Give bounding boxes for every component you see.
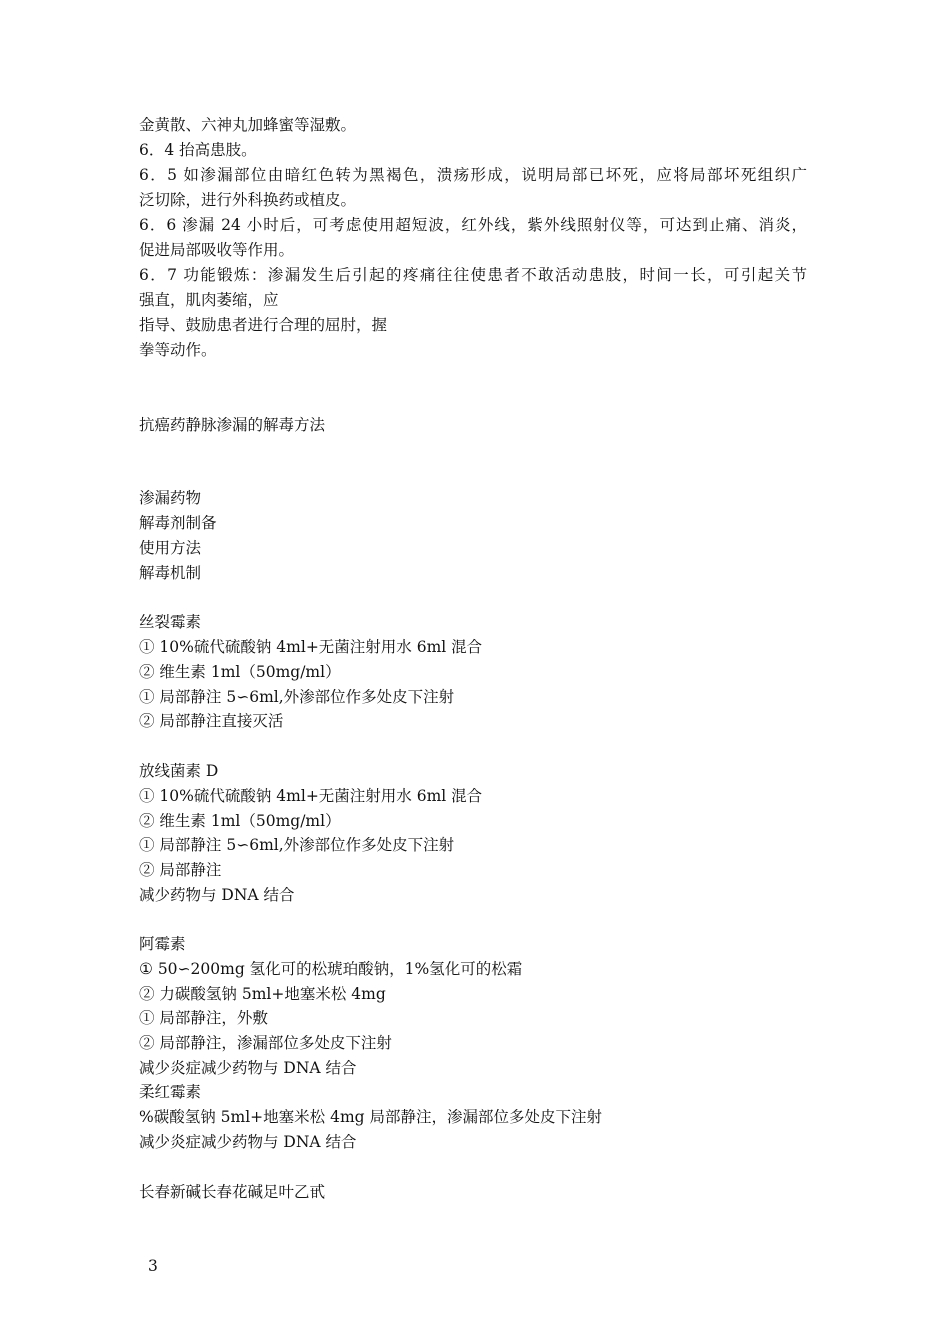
page-number: 3 xyxy=(148,1257,158,1275)
paragraph-line: 强直，肌肉萎缩，应 xyxy=(139,291,279,309)
drug-detail-line: %碳酸氢钠 5ml+地塞米松 4mg 局部静注，渗漏部位多处皮下注射 xyxy=(139,1108,602,1126)
paragraph-line: 拳等动作。 xyxy=(139,341,217,359)
drug-detail-line: ① 10%硫代硫酸钠 4ml+无菌注射用水 6ml 混合 xyxy=(139,638,483,656)
header-antidote-prep: 解毒剂制备 xyxy=(139,514,217,532)
drug-detail-line: ② 维生素 1ml（50mg/ml） xyxy=(139,663,341,681)
drug-name: 放线菌素 D xyxy=(139,762,219,780)
drug-detail-line: ② 局部静注，渗漏部位多处皮下注射 xyxy=(139,1034,392,1052)
drug-name: 丝裂霉素 xyxy=(139,613,202,631)
drug-detail-line: 减少炎症减少药物与 DNA 结合 xyxy=(139,1133,357,1151)
drug-name: 长春新碱长春花碱足叶乙甙 xyxy=(139,1183,326,1201)
drug-name: 阿霉素 xyxy=(139,935,186,953)
drug-detail-line: ① 10%硫代硫酸钠 4ml+无菌注射用水 6ml 混合 xyxy=(139,787,483,805)
paragraph-line: 金黄散、六神丸加蜂蜜等湿敷。 xyxy=(139,116,357,134)
drug-detail-line: ① 局部静注 5∽6ml,外渗部位作多处皮下注射 xyxy=(139,688,455,706)
drug-detail-line: 减少药物与 DNA 结合 xyxy=(139,886,295,904)
paragraph-line: 促进局部吸收等作用。 xyxy=(139,241,295,259)
drug-detail-line: ① 50∽200mg 氢化可的松琥珀酸钠，1%氢化可的松霜 xyxy=(139,960,523,978)
header-usage: 使用方法 xyxy=(139,539,202,557)
drug-detail-line: ② 局部静注直接灭活 xyxy=(139,712,284,730)
paragraph-line: 6．4 抬高患肢。 xyxy=(139,141,257,159)
drug-detail-line: 减少炎症减少药物与 DNA 结合 xyxy=(139,1059,357,1077)
drug-detail-line: ② 局部静注 xyxy=(139,861,222,879)
drug-detail-line: ② 力碳酸氢钠 5ml+地塞米松 4mg xyxy=(139,985,386,1003)
paragraph-line: 指导、鼓励患者进行合理的屈肘，握 xyxy=(139,316,388,334)
header-leaked-drug: 渗漏药物 xyxy=(139,489,202,507)
header-mechanism: 解毒机制 xyxy=(139,564,202,582)
drug-detail-line: ② 维生素 1ml（50mg/ml） xyxy=(139,812,341,830)
drug-name: 柔红霉素 xyxy=(139,1083,202,1101)
table-title: 抗癌药静脉渗漏的解毒方法 xyxy=(139,416,326,434)
drug-detail-line: ① 局部静注 5∽6ml,外渗部位作多处皮下注射 xyxy=(139,836,455,854)
paragraph-line: 6．5 如渗漏部位由暗红色转为黑褐色，溃疡形成，说明局部已坏死，应将局部坏死组织广 xyxy=(139,166,807,184)
paragraph-line: 6．7 功能锻炼：渗漏发生后引起的疼痛往往使患者不敢活动患肢，时间一长，可引起关节 xyxy=(139,266,807,284)
paragraph-line: 泛切除，进行外科换药或植皮。 xyxy=(139,191,357,209)
drug-detail-line: ① 局部静注，外敷 xyxy=(139,1009,268,1027)
paragraph-line: 6．6 渗漏 24 小时后，可考虑使用超短波，红外线，紫外线照射仪等，可达到止痛、消炎， xyxy=(139,216,807,234)
